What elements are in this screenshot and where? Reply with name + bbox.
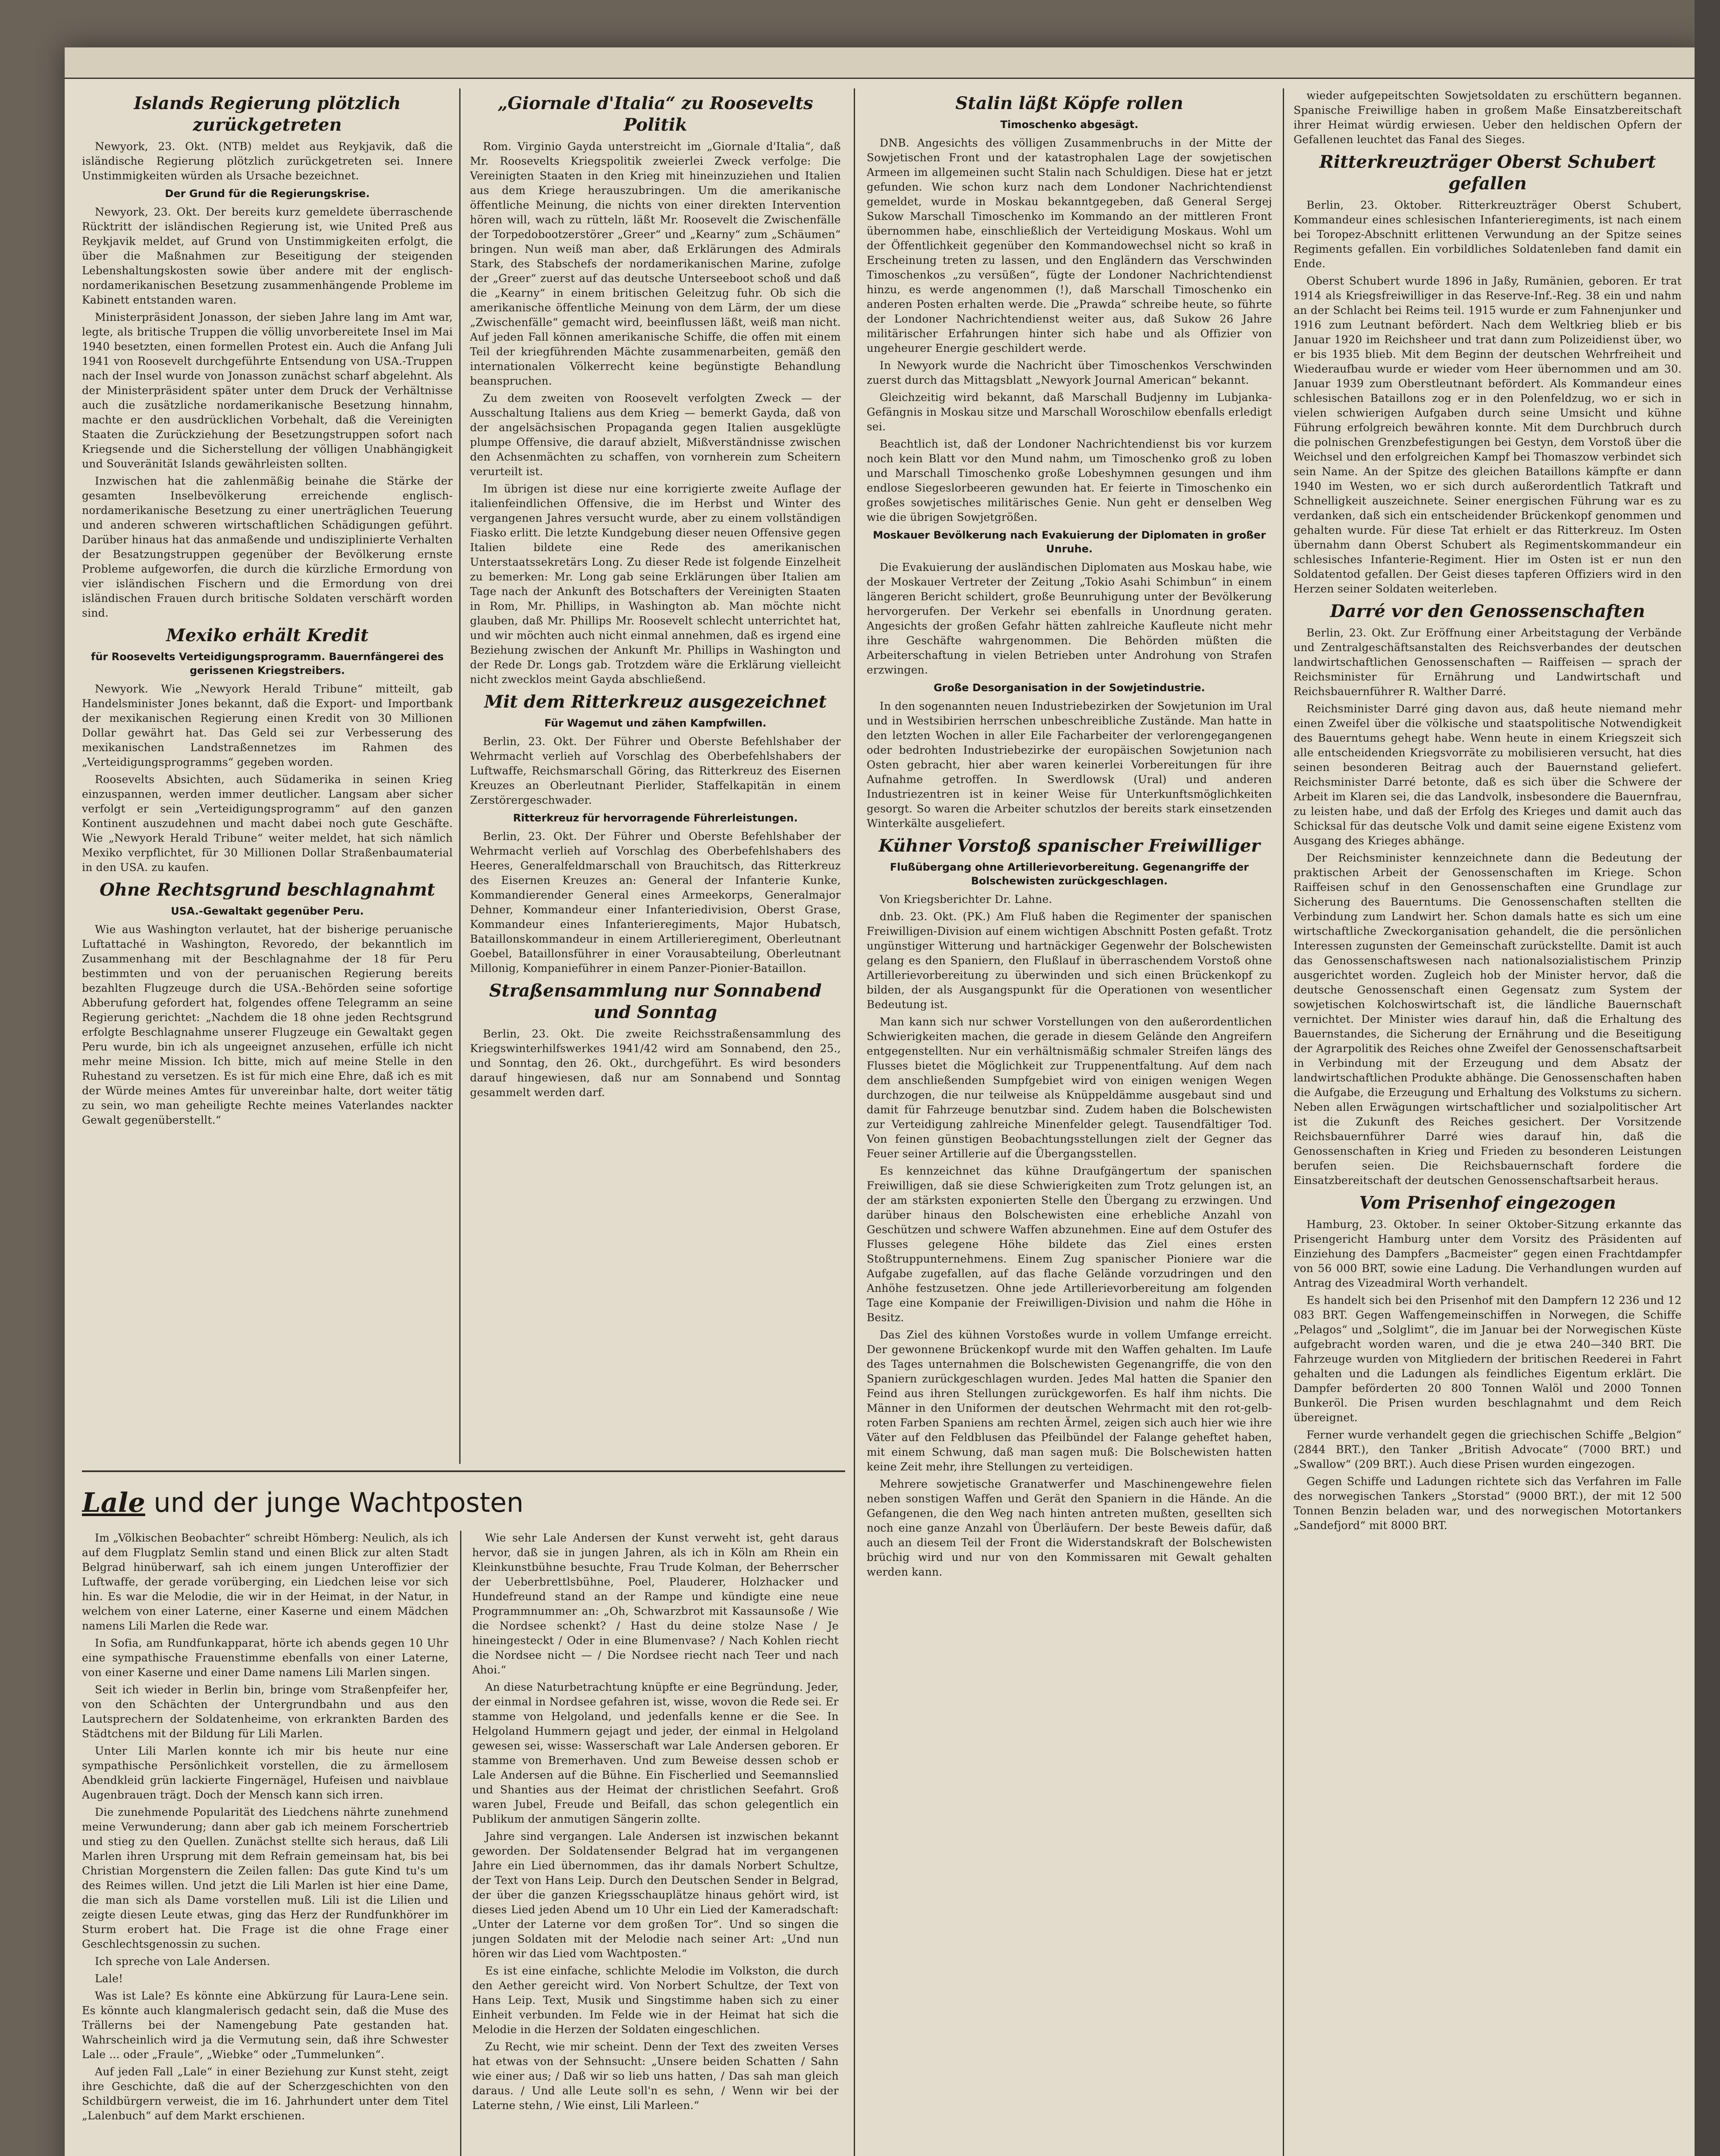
column-divider [854,88,855,2156]
column-divider [459,88,461,1464]
article-text: Newyork, 23. Okt. Der bereits kurz gemeldete überraschende Rücktritt der isländischen Regierung ist, wie United Preß aus Reykjavik meldet, auf Grund von Unstimmigkeiten erfolgt, die über die Maßnahmen zur Beseitigung der steigenden Lebenshaltungskosten sowie über andere mit der englisch-nordamerikanischen Besetzung zusammenhängende Probleme im Kabinett entstanden waren. [82,206,453,306]
article-text: Berlin, 23. Okt. Zur Eröffnung einer Arbeitstagung der Verbände und Zentralgeschäftsanstalten des Reichsverbandes der deutschen landwirtschaftlichen Genossenschaften — Raiffeisen — sprach der Reichsminister für Ernährung und Landwirtschaft und Reichsbauernführer R. Walther Darré. [1294,627,1682,698]
subhead-moskau: Moskauer Bevölkerung nach Evakuierung der Diplomaten in großer Unruhe. [873,529,1266,555]
feature-text: Ich spreche von Lale Andersen. [95,1955,270,1968]
subhead-iceland-crisis: Der Grund für die Regierungskrise. [165,188,370,200]
article-text: Ferner wurde verhandelt gegen die griechischen Schiffe „Belgion“ (2844 BRT.), den Tanker „British Advocate“ (7000 BRT.) und „Swallow“ (209 BRT.). Auch diese Prisen wurden eingezogen. [1294,1429,1682,1470]
feature-text: Was ist Lale? Es könnte eine Abkürzung für Laura-Lene sein. Es könnte auch klangmalerisch gedacht sein, daß die Muse des Trällerns bei der Namengebung Pate gestanden hat. Wahrscheinlich wird ja die Vermutung sein, daß ihre Schwester Lale ... oder „Fraule“, „Wiebke“ oder „Tummelunken“. [82,1990,448,2061]
article-text: Hamburg, 23. Oktober. In seiner Oktober-Sitzung erkannte das Prisengericht Hamburg unter dem Vorsitz des Präsidenten auf Einziehung des Dampfers „Bacmeister“ gegen einen Frachtdampfer von 56 000 BRT, sowie eine Ladung. Die Verhandlungen wurden auf Antrag des Vizeadmiral Worth verhandelt. [1294,1218,1682,1289]
feature-text: In Sofia, am Rundfunkapparat, hörte ich abends gegen 10 Uhr eine sympathische Frauenstimme ebenfalls von einer Laterne, von einer Kaserne und einer Dame namens Lili Marlen singen. [82,1637,448,1679]
feature-text: Im „Völkischen Beobachter“ schreibt Hömberg: Neulich, als ich auf dem Flugplatz Semlin stand und einen Blick zur alten Stadt Belgrad hinüberwarf, sah ich einem jungen Unteroffizier der Luftwaffe, der gerade vorüberging, ein Liedchen leise vor sich hin. Es war die Melodie, die wir in der Heimat, in der Natur, in welchem von einer Laterne, einer Kaserne und einem Mädchen namens Lili Marlen die Rede war. [82,1532,448,1632]
subhead-stalin: Timoschenko abgesägt. [1000,119,1139,131]
article-text: Von Kriegsberichter Dr. Lahne. [880,893,1053,906]
headline-strassensammlung: Straßensammlung nur Sonnabend und Sonntag [489,981,822,1022]
feature-text: Es ist eine einfache, schlichte Melodie im Volkston, die durch den Aether gereicht wird. Von Norbert Schultze, der Text von Hans Leip. Text, Musik und Singstimme haben sich zu einer Einheit verbunden. Im Felde wie in der Heimat hat sich die Melodie in die Herzen der Soldaten eingeschlichen. [472,1965,839,2036]
newspaper-page [65,47,1703,2156]
article-text: DNB. Angesichts des völligen Zusammenbruchs in der Mitte der Sowjetischen Front und der katastrophalen Lage der sowjetischen Armeen im allgemeinen sucht Stalin nach Schuldigen. Diese hat er jetzt gefunden. Wie schon kurz nach dem Londoner Nachrichtendienst gemeldet, wurde in Moskau bekanntgegeben, daß General Sergej Sukow Marschall Timoschenko im Kommando an der mittleren Front übernommen habe, einschließlich der Verteidigung Moskaus. Wohl um der Öffentlichkeit gegenüber den Kommandowechsel nicht so kraß in Erscheinung treten zu lassen, und den Engländern das Verschwinden Timoschenkos „zu versüßen“, fügte der Londoner Nachrichtendienst hinzu, es werde angenommen (!), daß Marschall Timoschenko ein anderen Posten erhalten werde. Die „Prawda“ schreibe heute, so führte der Londoner Nachrichtendienst weiter aus, daß Sukow 26 Jahre militärischer Erfahrungen hinter sich habe und als Offizier von ungeheurer Energie geschildert werde. [867,137,1272,354]
headline-ritterkreuz: Mit dem Ritterkreuz ausgezeichnet [484,692,827,712]
article-text: Roosevelts Absichten, auch Südamerika in seinen Krieg einzuspannen, werden immer deutlicher. Langsam aber sicher verfolgt er sein „Verteidigungsprogramm“ auf den ganzen Kontinent auszudehnen und macht dabei noch gute Geschäfte. Wie „Newyork Herald Tribune“ weiter meldet, hat sich nämlich Mexiko verpflichtet, für 30 Millionen Dollar Straßenbaumaterial in den USA. zu kaufen. [82,773,453,874]
article-text: Berlin, 23. Oktober. Ritterkreuzträger Oberst Schubert, Kommandeur eines schlesischen Infanterieregiments, ist nach einem bei Toropez-Abschnitt erlittenen Verwundung an der Spitze seines Regiments gefallen. Ein vorbildliches Soldatenleben fand damit ein Ende. [1294,199,1682,270]
subhead-mexico: für Roosevelts Verteidigungsprogramm. Bauernfängerei des gerissenen Kriegstreibers. [91,651,444,677]
article-text: Mehrere sowjetische Granatwerfer und Maschinengewehre fielen neben sonstigen Waffen und Gerät den Spaniern in die Hände. An die Gefangenen, die den Weg nach hinten antreten mußten, gesellten sich noch eine ganze Anzahl von Überläufern. Der beste Beweis dafür, daß auch an diesem Teil der Front die Widerstandskraft der Bolschewisten brüchig wird und nur von den Kommissaren mit Gewalt gehalten werden kann. [867,1478,1272,1578]
feature-column-2 [472,1531,839,2156]
column-divider [460,1531,461,2156]
headline-schubert: Ritterkreuzträger Oberst Schubert gefallen [1319,152,1656,194]
subhead-ritterkreuz-fuehrer: Ritterkreuz für hervorragende Führerleistungen. [513,812,798,824]
article-text: Beachtlich ist, daß der Londoner Nachrichtendienst bis vor kurzem noch kein Blatt vor den Mund nahm, um Timoschenko groß zu loben und Marschall Timoschenko große Lobeshymnen gesungen und ihm endlose Siegeslorbeeren gewunden hat. Er feierte in Timoschenko ein großes sowjetisches militärisches Genie. Nun geht er denselben Weg wie die übrigen Sowjetgrößen. [867,438,1272,523]
top-margin-strip [65,47,1703,79]
feature-headline-rest: und der junge Wachtposten [145,1487,524,1518]
subhead-spanier: Flußübergang ohne Artillerievorbereitung. Gegenangriffe der Bolschewisten zurückgeschlagen. [890,861,1249,887]
feature-article [82,1483,841,2156]
section-divider [82,1470,845,1472]
feature-text: Zu Recht, wie mir scheint. Denn der Text des zweiten Verses hat etwas von der Sehnsucht: „Unsere beiden Schatten / Sahn wie einer aus; / Daß wir so lieb uns hatten, / Das sah man gleich daraus. / Und alle Leute soll'n es sehn, / Wenn wir bei der Laterne stehn, / Wie einst, Lili Marleen.“ [472,2040,839,2112]
subhead-peru: USA.-Gewaltakt gegenüber Peru. [171,905,364,917]
column-4 [1294,88,1682,2156]
feature-text: Wie sehr Lale Andersen der Kunst verweht ist, geht daraus hervor, daß sie in jungen Jahren, als ich in Köln am Rhein ein Kleinkunstbühne besuchte, Frau Trude Kolman, der Beherrscher der Ueberbrettlsbühne, Poel, Plauderer, Holzhacker und Hundefreund stand an der Rampe und kündigte eine neue Programmnummer an: „Oh, Schwarzbrot mit Kassaunsoße / Wie die Nordsee schenkt? / Hast du deine stolze Nase / Je hineingesteckt / Oder in eine Blumenvase? / Nach Kohlen riecht die Nordsee nicht — / Die Nordsee riecht nach Teer und nach Ahoi.“ [472,1532,839,1676]
article-text: Berlin, 23. Okt. Der Führer und Oberste Befehlshaber der Wehrmacht verlieh auf Vorschlag des Oberbefehlshabers der Luftwaffe, Reichsmarschall Göring, das Ritterkreuz des Eisernen Kreuzes an Oberleutnant Pierlider, Staffelkapitän in einem Zerstörergeschwader. [470,735,841,806]
headline-darre: Darré vor den Genossenschaften [1330,601,1645,621]
article-text: Der Reichsminister kennzeichnete dann die Bedeutung der praktischen Arbeit der Genossenschaften im Kriege. Schon Raiffeisen schuf in den Genossenschaften eine Grundlage zur Sicherung des Bauerntums. Die Genossenschaften stellten die Verbindung zum Landwirt her. Schon damals hatte es sich um eine wirtschaftliche Zweckorganisation gehandelt, die die persönlichen Interessen zugunsten der Gemeinschaft zurückstellte. Damit ist auch das Genossenschaftswesen nach nationalsozialistischem Prinzip ausgerichtet worden. Zugleich hob der Minister hervor, daß die deutsche Genossenschaft einen Gegensatz zum System der sowjetischen Kolchoswirtschaft ist, die ländliche Bauernschaft vernichtet. Der Minister wies darauf hin, daß die Erhaltung des Bauernstandes, die Sicherung der Ernährung und die Beseitigung der Agrarpolitik des Reiches ohne Zweifel der Genossenschaftsarbeit in Verbindung mit der Erzeugung und dem Absatz der landwirtschaftlichen Produkte abhänge. Die Genossenschaften haben die Aufgabe, die Erzeugung und Erhaltung des Volkstums zu sichern. Neben allen Erwägungen wirtschaftlicher und sozialpolitischer Art ist die Zukunft des Reiches gesichert. Der Vorsitzende Reichsbauernführer Darré wies darauf hin, daß die Genossenschaften in Krieg und Frieden zu besonderen Leistungen berufen seien. Die Reichsbauernschaft fordere die Einsatzbereitschaft der deutschen Genossenschaftsarbeit heraus. [1294,852,1682,1187]
feature-text: Jahre sind vergangen. Lale Andersen ist inzwischen bekannt geworden. Der Soldatensender Belgrad hat im vergangenen Jahre ein Lied übernommen, das ihr damals Norbert Schultze, der Text von Hans Leip. Durch den Deutschen Sender in Belgrad, der über die ganzen Kriegsschauplätze hinaus gehört wird, ist dieses Lied jeden Abend um 10 Uhr ein Lied der Kameradschaft: „Unter der Laterne vor dem großen Tor“. Und so singen die jungen Soldaten mit der Melodie nach seiner Art: „Und nun hören wir das Lied vom Wachtposten.“ [472,1830,839,1960]
column-3 [867,88,1272,2156]
headline-spanier: Kühner Vorstoß spanischer Freiwilliger [878,836,1260,856]
article-text: Wie aus Washington verlautet, hat der bisherige peruanische Luftattaché in Washington, Revoredo, der bekanntlich im Zusammenhang mit der Beschlagnahme der 18 für Peru bestimmten und von der peruanischen Regierung bereits bezahlten Flugzeuge durch die USA.-Behörden seine sofortige Abberufung gefordert hat, folgendes offene Telegramm an seine Regierung gerichtet: „Nachdem die 18 ohne jeden Rechtsgrund erfolgte Beschlagnahme unserer Flugzeuge ein Gewaltakt gegen Peru wurde, bin ich als ungeeignet anzusehen, erfülle ich nicht mehr meine Mission. Ich bitte, mich auf meine Stelle in den Ruhestand zu versetzen. Es ist für mich eine Ehre, daß ich es mit der Würde meines Amtes für unvereinbar halte, dort weiter tätig zu sein, wo man geheiligte Rechte meines Vaterlandes nackter Gewalt gegenüberstellt.“ [82,923,453,1126]
article-text: Gegen Schiffe und Ladungen richtete sich das Verfahren im Falle des norwegischen Tankers „Storstad“ (9000 BRT.), der mit 12 500 Tonnen Benzin beladen war, und des norwegischen Motortankers „Sandefjord“ mit 8000 BRT. [1294,1475,1682,1532]
article-text: Ministerpräsident Jonasson, der sieben Jahre lang im Amt war, legte, als britische Truppen die völlig unvorbereitete Insel im Mai 1940 besetzten, einen formellen Protest ein. Auch die Anfang Juli 1941 von Roosevelt durchgeführte Entsendung von USA.-Truppen nach der Insel wurde von Jonasson zunächst scharf abgelehnt. Als der Ministerpräsident später unter dem Druck der Verhältnisse auch die zusätzliche nordamerikanische Besetzung hinnahm, machte er den ausdrücklichen Vorbehalt, daß die Vereinigten Staaten die Zurückziehung der Besetzungstruppen sofort nach Kriegsende und die Sicherstellung der völligen Unabhängigkeit und Souveränität Islands gewährleisten sollten. [82,311,453,470]
article-text: Es handelt sich bei den Prisenhof mit den Dampfern 12 236 und 12 083 BRT. Gegen Waffengemeinschiffen in Norwegen, die Schiffe „Pelagos“ und „Solglimt“, die im Januar bei der Norwegischen Küste aufgebracht worden waren, und die je etwa 240—340 BRT. Die Fahrzeuge wurden von Mitgliedern der britischen Reederei in Fahrt gehalten und die Ladungen als feindliches Eigentum erklärt. Die Dampfer beförderten 20 800 Tonnen Walöl und 2000 Tonnen Bunkeröl. Die Prisen wurden beschlagnahmt und dem Reich übereignet. [1294,1294,1682,1424]
feature-text: Auf jeden Fall „Lale“ in einer Beziehung zur Kunst steht, zeigt ihre Geschichte, daß die auf der Scherzgeschichten von den Schildbürgern verweist, die im 16. Jahrhundert unter dem Titel „Lalenbuch“ auf dem Markt erschienen. [82,2065,448,2122]
article-text: Berlin, 23. Okt. Der Führer und Oberste Befehlshaber der Wehrmacht verlieh auf Vorschlag des Oberbefehlshabers des Heeres, Generalfeldmarschall von Brauchitsch, das Ritterkreuz des Eisernen Kreuzes an: General der Infanterie Kunke, Kommandierender General eines Armeekorps, Generalmajor Dehner, Kommandeur einer Infanteriedivision, Oberst Grase, Kommandeur eines Infanterieregiments, Major Hubatsch, Bataillonskommandeur in einem Artillerieregiment, Oberleutnant Goebel, Bataillonsführer in einer Vorausabteilung, Oberleutnant Millonig, Kompanieführer in einem Panzer-Pionier-Bataillon. [470,830,841,975]
article-text: In den sogenannten neuen Industriebezirken der Sowjetunion im Ural und in Westsibirien herrschen unbeschreibliche Zustände. Man hatte in den letzten Wochen in aller Eile Facharbeiter der verlorengegangenen oder bedrohten Industriebezirke der europäischen Sowjetunion nach Osten gebracht, hier aber waren keinerlei Vorbereitungen für ihre Aufnahme getroffen. In Swerdlowsk (Ural) und anderen Industriezentren ist in keiner Weise für Unterkunftsmöglichkeiten gesorgt. So waren die Arbeiter schutzlos der bereits stark einsetzenden Winterkälte ausgeliefert. [867,700,1272,830]
feature-headline-lead: Lale [82,1487,145,1518]
subhead-sowjetindustrie: Große Desorganisation in der Sowjetindustrie. [934,682,1205,694]
headline-giornale: „Giornale d'Italia“ zu Roosevelts Politik [498,93,813,135]
article-text: Das Ziel des kühnen Vorstoßes wurde in vollem Umfange erreicht. Der gewonnene Brückenkopf wurde mit den Waffen gehalten. Im Laufe des Tages unternahmen die Bolschewisten Gegenangriffe, die von den Spaniern zurückgeschlagen wurden. Jedes Mal hatten die Spanier den Feind aus ihren Stellungen zurückgeworfen. Es half ihm nichts. Die Männer in den Uniformen der deutschen Wehrmacht mit den rot-gelb-roten Farben Spaniens am rechten Ärmel, zeigen sich auch hier wie ihre Väter auf den Feldblusen das Pfeilbündel der Falange geheftet haben, mit einem Schwung, daß man sagen muß: Die Bolschewisten hatten keine Zeit mehr, ihre Stellungen zu verteidigen. [867,1329,1272,1473]
article-text: Inzwischen hat die zahlenmäßig beinahe die Stärke der gesamten Inselbevölkerung erreichende englisch-nordamerikanische Besetzung zu einer unerträglichen Teuerung und anderen schweren wirtschaftlichen Schädigungen geführt. Darüber hinaus hat das anmaßende und undisziplinierte Verhalten der Besatzungstruppen gegenüber der Bevölkerung ernste Probleme aufgeworfen, die durch die kürzliche Ermordung von vier isländischen Fischern und die Ermordung von drei isländischen Frauen durch britische Soldaten verschärft worden sind. [82,475,453,619]
article-text: Rom. Virginio Gayda unterstreicht im „Giornale d'Italia“, daß Mr. Roosevelts Kriegspolitik zweierlei Zweck verfolge: Die Vereinigten Staaten in den Krieg mit hineinzuziehen und Italien aus dem Kriege herauszubringen. Um die amerikanische öffentliche Meinung, die nichts von einer direkten Intervention hören will, wach zu rütteln, läßt Mr. Roosevelt die Zwischenfälle der Torpedobootzerstörer „Greer“ und „Kearny“ zum „Schäumen“ bringen. Nun weiß man aber, daß Erklärungen des Admirals Stark, des Stabschefs der nordamerikanischen Marine, zufolge der „Greer“ zuerst auf das deutsche Unterseeboot schoß und daß die „Kearny“ in einem britischen Geleitzug fuhr. Ob sich die amerikanische öffentliche Meinung von dem Lärm, der um diese „Zwischenfälle“ gemacht wird, beeinflussen läßt, weiß man nicht. Auf jeden Fall können amerikanische Schiffe, die offen mit einem Teil der kriegführenden Mächte zusammenarbeiten, gemäß den internationalen Völkerrecht keine begünstigte Behandlung beanspruchen. [470,140,841,387]
article-text: Gleichzeitig wird bekannt, daß Marschall Budjenny im Lubjanka-Gefängnis in Moskau sitze und Marschall Woroschilow ebenfalls erledigt sei. [867,391,1272,433]
headline-peru: Ohne Rechtsgrund beschlagnahmt [100,880,435,900]
feature-text: Die zunehmende Popularität des Liedchens nährte zunehmend meine Verwunderung; dann aber gab ich meinem Forschertrieb und stieg zu den Quellen. Zunächst stellte sich heraus, daß Lili Marlen ihren Ursprung mit dem Refrain gemeinsam hat, bis bei Christian Morgenstern die Zeilen fallen: Das gute Kind tu's um des Reimes willen. Und jetzt die Lili Marlen ist hier eine Dame, die man sich als Dame vorstellen muß. Lili ist die Lilien und zeigte diesen Leute etwas, ging das Herz der Rundfunkhörer im Sturm erobert hat. Die Frage ist die ohne Frage einer Geschlechtsgenossin zu suchen. [82,1806,448,1950]
headline-mexico: Mexiko erhält Kredit [166,625,369,646]
column-1 [82,88,453,1464]
feature-text: Seit ich wieder in Berlin bin, bringe vom Straßenpfeifer her, von den Schächten der Untergrundbahn und aus den Lautsprechern der Soldatenheime, von erkrankten Barden des Städtchens mit der Bildung für Lili Marlen. [82,1683,448,1740]
article-text: Man kann sich nur schwer Vorstellungen von den außerordentlichen Schwierigkeiten machen, die gerade in diesem Gelände den Angreifern entgegenstellten. Nur ein verhältnismäßig schmaler Streifen längs des Flusses bietet die Möglichkeit zur Truppenentfaltung. Auf dem nach dem anschließenden Sumpfgebiet wird von einigen wenigen Wegen durchzogen, die nur teilweise als Knüppeldämme ausgebaut sind und damit für Fahrzeuge benutzbar sind. Zudem haben die Bolschewisten zur Verteidigung zahlreiche Minenfelder gelegt. Tausendfältiger Tod. Von feinen günstigen Beobachtungsstellungen zielt der Gegner das Feuer seiner Artillerie auf die Übergangsstellen. [867,1015,1272,1160]
column-2 [470,88,841,1464]
feature-text: An diese Naturbetrachtung knüpfte er eine Begründung. Jeder, der einmal in Nordsee gefahren ist, wisse, wovon die Rede sei. Er stamme von Helgoland, und jedenfalls kenne er die See. In Helgoland Hummern gejagt und jeder, der einmal in Helgoland gewesen sei, wisse: Wasserschaft war Lale Andersen geboren. Er stamme von Bremerhaven. Und zum Beweise dessen schob er Lale Andersen auf die Bühne. Ein Fischerlied und Seemannslied und Shanties aus der Heimat der christlichen Seefahrt. Groß waren Jubel, Freude und Beifall, das schon gelegentlich ein Publikum der anmutigen Sängerin zollte. [472,1681,839,1825]
feature-text: Unter Lili Marlen konnte ich mir bis heute nur eine sympathische Persönlichkeit vorstellen, die zu ärmellosem Abendkleid grün lackierte Fingernägel, Hufeisen und naivblaue Augenbrauen trägt. Doch der Mensch kann sich irren. [82,1745,448,1801]
feature-text: Lale! [95,1972,123,1985]
article-text: Reichsminister Darré ging davon aus, daß heute niemand mehr einen Zweifel über die völkische und staatspolitische Notwendigkeit des Bauerntums gehegt habe. Wenn heute in einem Kriegszeit sich alle entscheidenden Kriegsvorräte zu mobilisieren versucht, hat dies seinen besonderen Beitrag auch der Bauernstand geliefert. Reichsminister Darré betonte, daß es sich über die Schwere der Arbeit im Klaren sei, die das Landvolk, insbesondere die Bauernfrau, zu leisten habe, und daß der Erfolg des Krieges und damit auch das Schicksal für das deutsche Volk und damit seine eigene Existenz vom Ausgang des Krieges abhänge. [1294,702,1682,847]
feature-column-1 [82,1531,448,2156]
article-text: Newyork, 23. Okt. (NTB) meldet aus Reykjavik, daß die isländische Regierung plötzlich zurückgetreten sei. Innere Unstimmigkeiten würden als Ursache bezeichnet. [82,140,453,182]
article-text: dnb. 23. Okt. (PK.) Am Fluß haben die Regimenter der spanischen Freiwilligen-Division auf einem wichtigen Abschnitt Posten gefaßt. Trotz ungünstiger Witterung und hartnäckiger Gegenwehr der Bolschewisten gelang es den Spaniern, den Flußlauf in überraschendem Vorstoß ohne Artillerievorbereitung zu überwinden und sich einen Brückenkopf zu bilden, der als Ausgangspunkt für die Operationen von wesentlicher Bedeutung ist. [867,910,1272,1011]
article-text: wieder aufgepeitschten Sowjetsoldaten zu erschüttern begannen. Spanische Freiwillige haben in großem Maße Einsatzbereitschaft ihrer Heimat würdig erwiesen. Ueber den heldischen Opfern der Gefallenen leuchtet das Fanal des Sieges. [1294,89,1682,146]
article-text: Newyork. Wie „Newyork Herald Tribune“ mitteilt, gab Handelsminister Jones bekannt, daß die Export- und Importbank der mexikanischen Regierung einen Kredit von 30 Millionen Dollar gewährt hat. Das Geld sei zur Verbesserung des mexikanischen Landstraßennetzes im Rahmen des „Verteidigungsprogramms“ gegeben worden. [82,683,453,768]
article-text: In Newyork wurde die Nachricht über Timoschenkos Verschwinden zuerst durch das Mittagsblatt „Newyork Journal American“ bekannt. [867,359,1272,386]
headline-iceland: Islands Regierung plötzlich zurückgetreten [134,93,401,135]
article-text: Die Evakuierung der ausländischen Diplomaten aus Moskau habe, wie der Moskauer Vertreter der Zeitung „Tokio Asahi Schimbun“ in einem längeren Bericht schildert, große Beunruhigung unter der Bevölkerung hervorgerufen. Der Verkehr sei ebenfalls in Unordnung geraten. Angesichts der großen Gefahr hätten zahlreiche Kaufleute nicht mehr ihre Geschäfte wahrgenommen. Die Behörden müßten die Arbeiterschaftung in vielen Betrieben unter Androhung von Strafen erzwingen. [867,561,1272,676]
feature-headline [82,1483,841,1522]
article-text: Zu dem zweiten von Roosevelt verfolgten Zweck — der Ausschaltung Italiens aus dem Krieg — bemerkt Gayda, daß von der angelsächsischen Propaganda gegen Italien ausgeklügte plumpe Offensive, die darauf abzielt, Mißverständnisse zwischen den Achsenmächten zu schaffen, von vornherein zum Scheitern verurteilt ist. [470,392,841,478]
headline-prisenhof: Vom Prisenhof eingezogen [1359,1193,1616,1213]
article-text: Im übrigen ist diese nur eine korrigierte zweite Auflage der italienfeindlichen Offensive, die im Herbst und Winter des vergangenen Jahres versucht wurde, aber zu einem vollständigen Fiasko erlitt. Die letzte Kundgebung dieser neuen Offensive gegen Italien bildete eine Rede des amerikanischen Unterstaatssekretärs Long. Zu dieser Rede ist folgende Einzelheit zu bemerken: Mr. Long gab seine Erklärungen über Italien am Tage nach der Ankunft des Botschafters der Vereinigten Staaten in Rom, Mr. Phillips, in Washington ab. Man möchte nicht glauben, daß Mr. Phillips Mr. Roosevelt schlecht unterrichtet hat, und wir möchten auch nicht einmal annehmen, daß es irgend eine Beziehung zwischen der Ankunft Mr. Phillips in Washington und der Rede Dr. Longs gab. Trotzdem wäre die Erklärung vielleicht nicht zwecklos meint Gayda abschließend. [470,483,841,686]
subhead-ritterkreuz: Für Wagemut und zähen Kampfwillen. [544,717,767,729]
column-divider [1283,88,1284,2156]
scan-edge [1695,0,1720,2156]
article-text: Oberst Schubert wurde 1896 in Jaßy, Rumänien, geboren. Er trat 1914 als Kriegsfreiwilliger in das Reserve-Inf.-Reg. 38 ein und nahm an der Schlacht bei Reims teil. 1915 wurde er zum Fahnenjunker und 1916 zum Leutnant befördert. Nach dem Weltkrieg blieb er bis Januar 1920 im Reichsheer und trat dann zum Polizeidienst über, wo er bis 1935 blieb. Mit dem Beginn der deutschen Wehrfreiheit und Wiederaufbau wurde er wieder vom Heer übernommen und am 30. Januar 1939 zum Oberstleutnant befördert. Als Kommandeur eines schlesischen Bataillons zog er in den Polenfeldzug, wo er sich in vielen schwierigen Aufgaben durch seine Umsicht und kühne Führung erfolgreich bewähren konnte. Mit dem Durchbruch durch die polnischen Grenzbefestigungen bei Gestyn, dem Vorstoß über die Weichsel und den erfolgreichen Kampf bei Thomaszow verbindet sich sein Name. An der Spitze des gleichen Bataillons kämpfte er dann 1940 im Westen, wo er sich durch außerordentlich Tatkraft und Schnelligkeit auszeichnete. Seiner energischen Führung war es zu verdanken, daß sich ein entscheidender Brückenkopf genommen und gehalten wurde. Für diese Tat erhielt er das Ritterkreuz. Im Osten übernahm dann Oberst Schubert als Regimentskommandeur ein schlesisches Infanterie-Regiment. Hier im Osten ist er nun den Soldatentod gefallen. Der Geist dieses tapferen Offiziers wird in den Herzen seiner Soldaten weiterleben. [1294,275,1682,595]
article-text: Es kennzeichnet das kühne Draufgängertum der spanischen Freiwilligen, daß sie diese Schwierigkeiten zum Trotz gelungen ist, an der am stärksten exponierten Stelle den Übergang zu erzwingen. Und darüber hinaus den Bolschewisten eine erhebliche Anzahl von Geschützen und schwere Waffen abzunehmen. Eine auf dem Ostufer des Flusses gelegene Höhe bildete das Ziel eines ersten Stoßtruppunternehmens. Einem Zug spanischer Pioniere war die Aufgabe zugefallen, auf das flache Gelände vorzudringen und den Anhöhe festzusetzen. Ohne jede Artillerievorbereitung am folgenden Tage eine Kompanie der Freiwilligen-Division und nahm die Höhe in Besitz. [867,1165,1272,1324]
headline-stalin: Stalin läßt Köpfe rollen [955,93,1184,113]
article-text: Berlin, 23. Okt. Die zweite Reichsstraßensammlung des Kriegswinterhilfswerkes 1941/42 wird am Sonnabend, den 25., und Sonntag, den 26. Okt., durchgeführt. Es wird besonders darauf hingewiesen, daß nur am Sonnabend und Sonntag gesammelt werden darf. [470,1028,841,1099]
